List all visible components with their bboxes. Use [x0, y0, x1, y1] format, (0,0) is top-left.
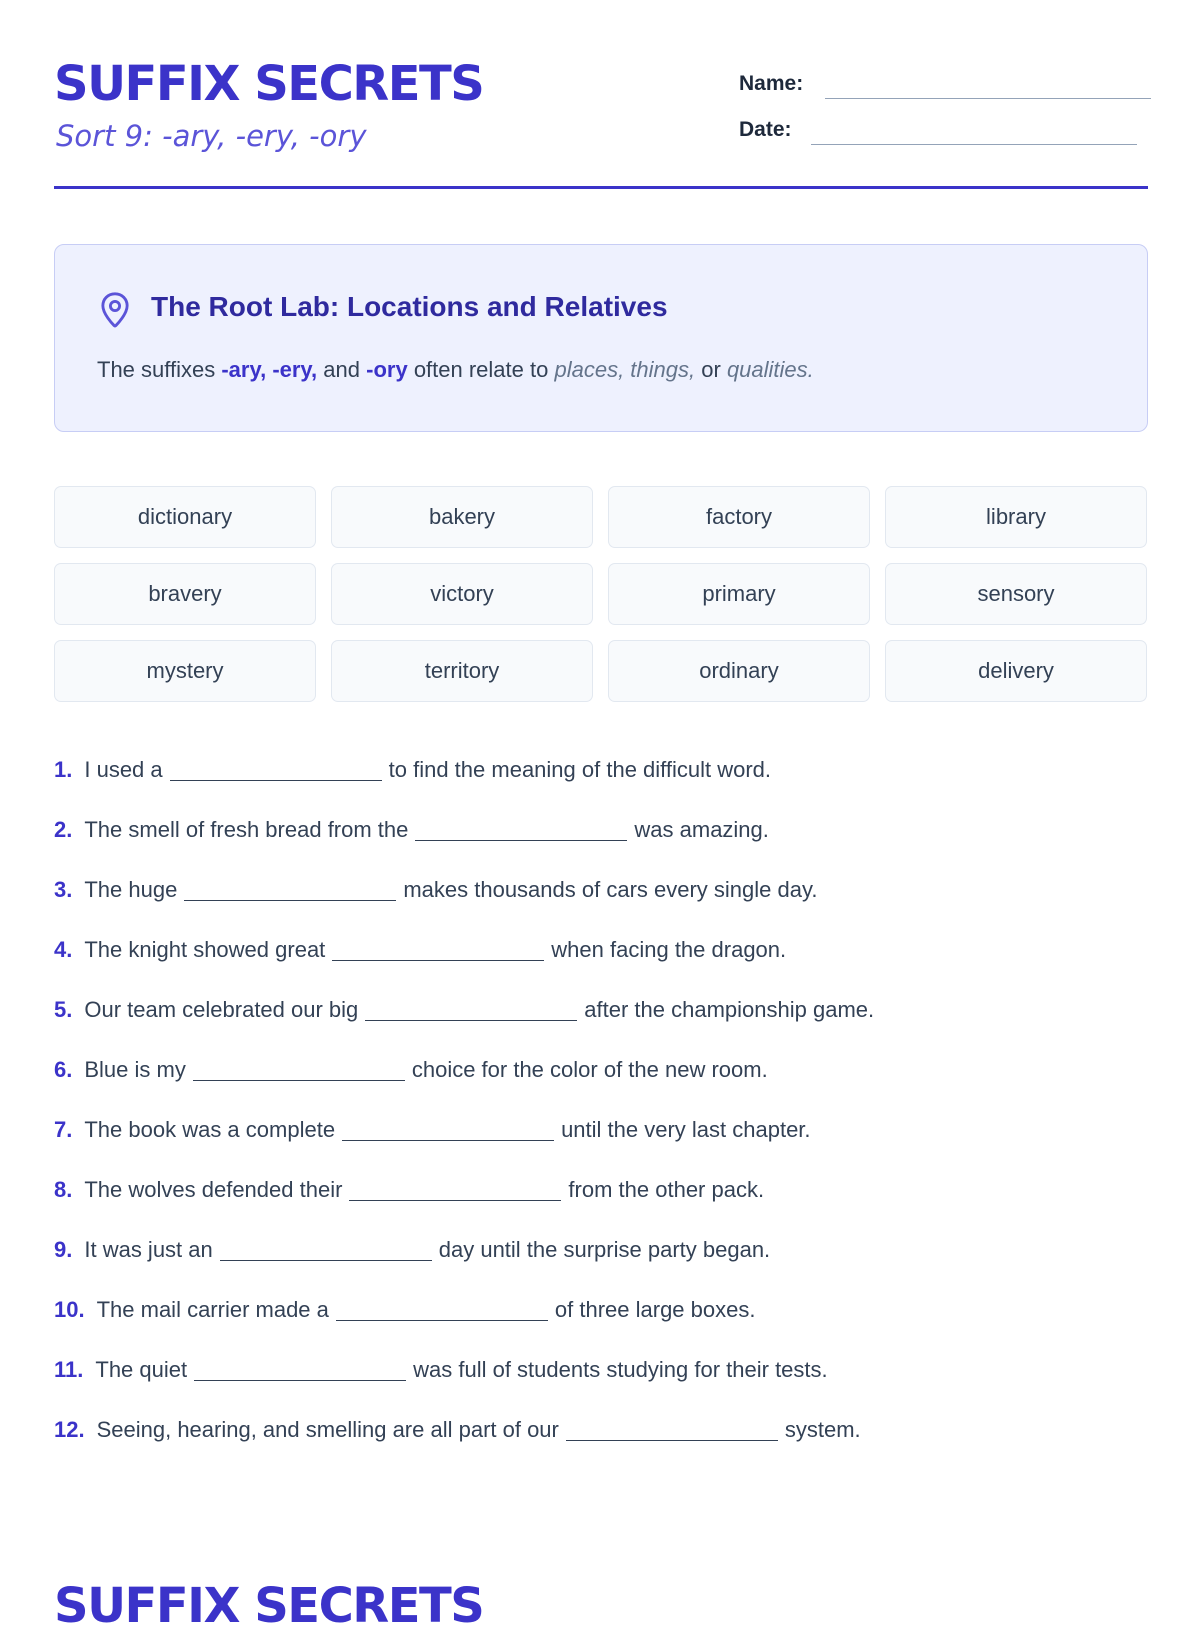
- question-text-after: to find the meaning of the difficult word.: [388, 757, 772, 782]
- question-text-before: The huge: [84, 877, 178, 902]
- question-text-after: makes thousands of cars every single day.: [403, 877, 818, 902]
- question-number: 3.: [54, 877, 73, 902]
- answer-blank[interactable]: [349, 1179, 561, 1201]
- question-text-before: The knight showed great: [84, 937, 326, 962]
- answer-blank[interactable]: [365, 999, 577, 1021]
- lab-text-or: or: [701, 357, 721, 382]
- question-number: 9.: [54, 1237, 73, 1262]
- question-text-before: The book was a complete: [84, 1117, 336, 1142]
- question-item: [54, 1040, 1148, 1100]
- date-label: Date:: [739, 118, 792, 141]
- lab-text-and: and: [323, 357, 360, 382]
- question-text-before: The quiet: [95, 1357, 188, 1382]
- question-item: [54, 1160, 1148, 1220]
- worksheet-header: [54, 56, 1148, 190]
- name-line[interactable]: [825, 98, 1151, 99]
- page-subtitle: Sort 9: -ary, -ery, -ory: [56, 119, 367, 153]
- question-text-before: Our team celebrated our big: [84, 997, 359, 1022]
- answer-blank[interactable]: [220, 1239, 432, 1261]
- word-card[interactable]: bakery: [331, 486, 593, 548]
- answer-blank[interactable]: [184, 879, 396, 901]
- question-text-after: was full of students studying for their tests.: [413, 1357, 828, 1382]
- name-label: Name:: [739, 72, 804, 95]
- question-number: 5.: [54, 997, 73, 1022]
- suffix-ory: -ory: [366, 357, 408, 382]
- date-line[interactable]: [811, 144, 1137, 145]
- question-number: 11.: [54, 1357, 84, 1382]
- question-number: 2.: [54, 817, 73, 842]
- lab-text-intro: The suffixes: [97, 357, 216, 382]
- answer-blank[interactable]: [194, 1359, 406, 1381]
- question-text-after: choice for the color of the new room.: [411, 1057, 768, 1082]
- question-item: [54, 980, 1148, 1040]
- word-card[interactable]: dictionary: [54, 486, 316, 548]
- lab-example-qualities: qualities.: [726, 357, 814, 382]
- question-text-after: was amazing.: [634, 817, 769, 842]
- name-field: [739, 64, 1151, 110]
- answer-blank[interactable]: [336, 1299, 548, 1321]
- answer-blank[interactable]: [332, 939, 544, 961]
- question-number: 1.: [54, 757, 73, 782]
- header-rule: [54, 186, 1148, 189]
- question-text-after: from the other pack.: [568, 1177, 765, 1202]
- next-page-title: SUFFIX SECRETS: [54, 1578, 484, 1634]
- question-item: [54, 740, 1148, 800]
- question-item: [54, 920, 1148, 980]
- question-text-before: The wolves defended their: [84, 1177, 343, 1202]
- lab-example-places-things: places, things,: [554, 357, 696, 382]
- question-item: [54, 1100, 1148, 1160]
- question-item: [54, 860, 1148, 920]
- word-card[interactable]: ordinary: [608, 640, 870, 702]
- question-list: [54, 740, 1148, 1460]
- question-text-after: after the championship game.: [584, 997, 875, 1022]
- suffix-ery: -ery,: [272, 357, 318, 382]
- question-number: 7.: [54, 1117, 73, 1142]
- student-fields: [739, 64, 1151, 156]
- question-item: [54, 1280, 1148, 1340]
- question-number: 10.: [54, 1297, 85, 1322]
- word-card[interactable]: territory: [331, 640, 593, 702]
- date-field: [739, 110, 1151, 156]
- root-lab-title: The Root Lab: Locations and Relatives: [151, 291, 668, 322]
- answer-blank[interactable]: [342, 1119, 554, 1141]
- question-text-before: I used a: [84, 757, 163, 782]
- question-text-after: system.: [784, 1417, 861, 1442]
- word-card[interactable]: sensory: [885, 563, 1147, 625]
- question-item: [54, 1340, 1148, 1400]
- word-card[interactable]: mystery: [54, 640, 316, 702]
- answer-blank[interactable]: [566, 1419, 778, 1441]
- question-item: [54, 1220, 1148, 1280]
- question-text-before: Seeing, hearing, and smelling are all part of our: [96, 1417, 559, 1442]
- question-number: 12.: [54, 1417, 85, 1442]
- question-text-before: It was just an: [84, 1237, 213, 1262]
- map-pin-icon: [97, 291, 133, 331]
- lab-text-relate: often relate to: [413, 357, 549, 382]
- root-lab-description: [97, 357, 814, 383]
- answer-blank[interactable]: [415, 819, 627, 841]
- word-card[interactable]: factory: [608, 486, 870, 548]
- root-lab-panel: [54, 244, 1148, 432]
- question-number: 8.: [54, 1177, 73, 1202]
- question-text-before: Blue is my: [84, 1057, 186, 1082]
- question-text-after: when facing the dragon.: [551, 937, 787, 962]
- word-card[interactable]: victory: [331, 563, 593, 625]
- answer-blank[interactable]: [193, 1059, 405, 1081]
- word-card[interactable]: library: [885, 486, 1147, 548]
- question-text-after: day until the surprise party began.: [438, 1237, 771, 1262]
- page-title: SUFFIX SECRETS: [54, 56, 484, 112]
- question-text-before: The smell of fresh bread from the: [84, 817, 409, 842]
- question-number: 4.: [54, 937, 73, 962]
- question-text-after: until the very last chapter.: [561, 1117, 811, 1142]
- answer-blank[interactable]: [170, 759, 382, 781]
- suffix-ary: -ary,: [221, 357, 267, 382]
- question-number: 6.: [54, 1057, 73, 1082]
- word-card[interactable]: delivery: [885, 640, 1147, 702]
- word-card[interactable]: bravery: [54, 563, 316, 625]
- question-text-after: of three large boxes.: [554, 1297, 756, 1322]
- question-item: [54, 800, 1148, 860]
- word-card[interactable]: primary: [608, 563, 870, 625]
- word-bank: [54, 486, 1148, 702]
- question-item: [54, 1400, 1148, 1460]
- question-text-before: The mail carrier made a: [96, 1297, 329, 1322]
